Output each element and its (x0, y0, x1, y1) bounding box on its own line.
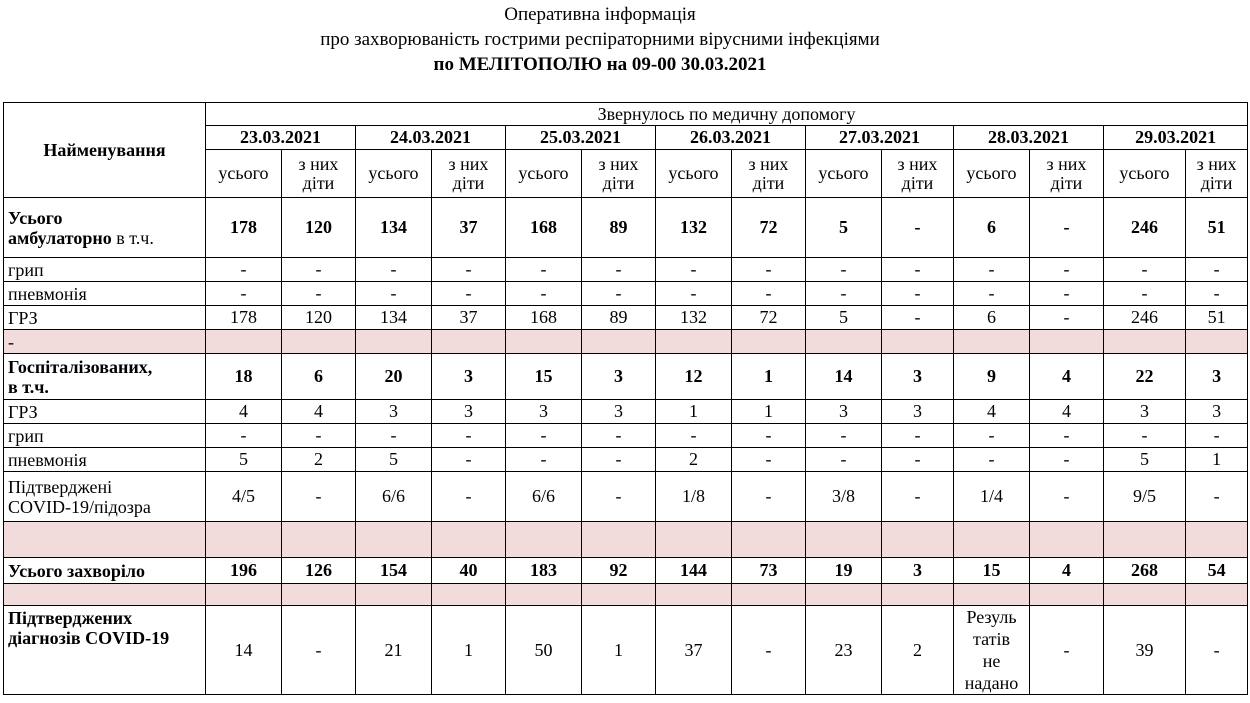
row-hospitalized-pneumonia (4, 448, 1248, 472)
value-total: 6 (954, 198, 1030, 258)
value-children: 3 (882, 558, 954, 584)
separator-cell (882, 522, 954, 558)
value-total: - (806, 424, 882, 448)
value-total: 39 (1104, 606, 1186, 695)
value-total: 178 (206, 306, 282, 330)
value-children: 3 (1186, 400, 1248, 424)
group-header: Звернулось по медичну допомогу (206, 103, 1248, 126)
value-children: 3 (882, 400, 954, 424)
date-header: 26.03.2021 (656, 126, 806, 150)
row-label: пневмонія (4, 448, 206, 472)
report-header (0, 2, 1200, 77)
value-children: - (732, 258, 806, 282)
value-children: - (1030, 282, 1104, 306)
value-total: 15 (954, 558, 1030, 584)
value-children: 4 (1030, 400, 1104, 424)
separator-cell (1186, 522, 1248, 558)
value-children: 1 (732, 400, 806, 424)
value-children: - (882, 448, 954, 472)
value-total: 12 (656, 354, 732, 400)
value-total: 5 (1104, 448, 1186, 472)
separator-cell (806, 584, 882, 606)
value-children: 37 (432, 306, 506, 330)
separator-cell (206, 522, 282, 558)
value-children: 4 (1030, 354, 1104, 400)
report-title-line-3: по МЕЛІТОПОЛЮ на 09-00 30.03.2021 (433, 54, 767, 75)
value-children: - (732, 472, 806, 522)
separator-cell (356, 330, 432, 354)
row-covid-confirmed-suspected (4, 472, 1248, 522)
sub-header-children: з них діти (1186, 150, 1248, 198)
value-total: - (656, 424, 732, 448)
value-total: - (356, 424, 432, 448)
separator-cell (882, 330, 954, 354)
value-children: 40 (432, 558, 506, 584)
value-total: 19 (806, 558, 882, 584)
value-children: - (582, 282, 656, 306)
separator-cell (506, 330, 582, 354)
value-children: 1 (582, 606, 656, 695)
row-separator (4, 522, 1248, 558)
value-total: 3 (1104, 400, 1186, 424)
value-children: 2 (282, 448, 356, 472)
value-total: - (954, 424, 1030, 448)
value-children: - (282, 258, 356, 282)
value-children: - (1030, 258, 1104, 282)
value-children: 6 (282, 354, 356, 400)
sub-header-total: усього (1104, 150, 1186, 198)
value-total: - (506, 258, 582, 282)
row-hospitalized-grz (4, 400, 1248, 424)
date-header: 24.03.2021 (356, 126, 506, 150)
value-total: 144 (656, 558, 732, 584)
value-total: - (506, 424, 582, 448)
row-label: Усього амбулаторно в т.ч. (4, 198, 206, 258)
separator-cell (1104, 584, 1186, 606)
separator-cell (882, 584, 954, 606)
value-children: 120 (282, 306, 356, 330)
report-title-line-2: про захворюваність гострими респіраторними вірусними інфекціями (320, 29, 880, 50)
value-children: 54 (1186, 558, 1248, 584)
value-total: - (356, 282, 432, 306)
separator-cell (356, 584, 432, 606)
value-children: 89 (582, 306, 656, 330)
value-children: - (582, 448, 656, 472)
separator-cell (656, 522, 732, 558)
sub-header-total: усього (506, 150, 582, 198)
value-total: 246 (1104, 198, 1186, 258)
row-label: ГРЗ (4, 400, 206, 424)
value-children: 1 (1186, 448, 1248, 472)
value-total: 132 (656, 198, 732, 258)
value-total: 168 (506, 198, 582, 258)
separator-cell (1104, 522, 1186, 558)
value-children: - (732, 606, 806, 695)
value-children: 3 (432, 400, 506, 424)
separator-cell (356, 522, 432, 558)
value-children: - (1030, 198, 1104, 258)
value-total: 1 (656, 400, 732, 424)
value-children: 1 (732, 354, 806, 400)
value-total: 5 (806, 306, 882, 330)
value-total: 268 (1104, 558, 1186, 584)
value-children: 73 (732, 558, 806, 584)
value-total: 1/8 (656, 472, 732, 522)
sub-header-children: з них діти (282, 150, 356, 198)
date-header: 28.03.2021 (954, 126, 1104, 150)
separator-cell (656, 330, 732, 354)
value-children: 2 (882, 606, 954, 695)
row-label (4, 584, 206, 606)
separator-cell (282, 522, 356, 558)
value-children: - (582, 472, 656, 522)
separator-cell (282, 330, 356, 354)
value-children: - (1030, 424, 1104, 448)
row-ambulatory-pneumonia (4, 282, 1248, 306)
value-total: 178 (206, 198, 282, 258)
value-children: 4 (282, 400, 356, 424)
value-children: - (882, 306, 954, 330)
value-total: 37 (656, 606, 732, 695)
value-total: 14 (806, 354, 882, 400)
value-total: 5 (206, 448, 282, 472)
separator-cell (206, 330, 282, 354)
separator-cell (1186, 330, 1248, 354)
value-total: 168 (506, 306, 582, 330)
separator-cell (1030, 522, 1104, 558)
row-total-sick (4, 558, 1248, 584)
value-total: - (656, 282, 732, 306)
value-children: 51 (1186, 306, 1248, 330)
value-children: - (432, 448, 506, 472)
sub-header-total: усього (356, 150, 432, 198)
separator-cell (1030, 584, 1104, 606)
value-children: - (582, 424, 656, 448)
value-total: 5 (806, 198, 882, 258)
value-total: - (656, 258, 732, 282)
value-children: - (732, 448, 806, 472)
value-children: - (732, 282, 806, 306)
separator-cell (582, 584, 656, 606)
separator-cell (732, 522, 806, 558)
value-children: - (432, 472, 506, 522)
value-total: 5 (356, 448, 432, 472)
value-total: 3 (356, 400, 432, 424)
value-children: 3 (582, 400, 656, 424)
value-total: 21 (356, 606, 432, 695)
value-children: 3 (432, 354, 506, 400)
row-label: пневмонія (4, 282, 206, 306)
row-label: Підтверджені COVID-19/підозра (4, 472, 206, 522)
sub-header-children: з них діти (582, 150, 656, 198)
value-children: - (1186, 472, 1248, 522)
separator-cell (432, 522, 506, 558)
value-children: - (1186, 282, 1248, 306)
value-total: 4 (954, 400, 1030, 424)
row-hospitalized-total (4, 354, 1248, 400)
value-children: - (282, 472, 356, 522)
name-column-header: Найменування (4, 103, 206, 198)
separator-cell (954, 330, 1030, 354)
value-total: - (954, 448, 1030, 472)
value-total: 22 (1104, 354, 1186, 400)
sub-header-total: усього (806, 150, 882, 198)
value-children: 3 (1186, 354, 1248, 400)
value-children: - (432, 258, 506, 282)
value-total: 3/8 (806, 472, 882, 522)
row-label: Госпіталізованих, в т.ч. (4, 354, 206, 400)
value-total: - (206, 282, 282, 306)
date-header: 27.03.2021 (806, 126, 954, 150)
row-label: Усього захворіло (4, 558, 206, 584)
row-hospitalized-flu (4, 424, 1248, 448)
value-children: 92 (582, 558, 656, 584)
separator-cell (806, 522, 882, 558)
row-ambulatory-total (4, 198, 1248, 258)
value-children: 3 (582, 354, 656, 400)
separator-cell (732, 584, 806, 606)
separator-cell (506, 522, 582, 558)
value-children: 51 (1186, 198, 1248, 258)
value-children: - (732, 424, 806, 448)
separator-cell (282, 584, 356, 606)
value-children: - (1030, 448, 1104, 472)
separator-cell (1030, 330, 1104, 354)
value-total: 1/4 (954, 472, 1030, 522)
value-children: 3 (882, 354, 954, 400)
row-label: грип (4, 424, 206, 448)
value-total: - (506, 448, 582, 472)
value-children: - (1030, 606, 1104, 695)
value-total: - (1104, 258, 1186, 282)
value-total: - (506, 282, 582, 306)
separator-cell (954, 584, 1030, 606)
value-total: - (954, 282, 1030, 306)
value-total: 15 (506, 354, 582, 400)
row-ambulatory-flu (4, 258, 1248, 282)
value-total: 2 (656, 448, 732, 472)
value-total: 183 (506, 558, 582, 584)
value-total: - (806, 258, 882, 282)
value-total: 134 (356, 198, 432, 258)
value-total: - (206, 258, 282, 282)
value-children: 120 (282, 198, 356, 258)
value-children: - (882, 258, 954, 282)
value-children: - (882, 472, 954, 522)
value-children: 126 (282, 558, 356, 584)
value-total: 20 (356, 354, 432, 400)
value-total: - (206, 424, 282, 448)
sub-header-children: з них діти (432, 150, 506, 198)
row-ambulatory-grz (4, 306, 1248, 330)
value-children: - (1030, 472, 1104, 522)
row-separator (4, 330, 1248, 354)
separator-cell (656, 584, 732, 606)
value-total: - (356, 258, 432, 282)
value-children: - (432, 424, 506, 448)
separator-cell (506, 584, 582, 606)
value-total: 9 (954, 354, 1030, 400)
value-total: 3 (806, 400, 882, 424)
value-children: 1 (432, 606, 506, 695)
value-children: 89 (582, 198, 656, 258)
row-label: грип (4, 258, 206, 282)
value-children: 4 (1030, 558, 1104, 584)
row-covid-confirmed-diagnoses (4, 606, 1248, 695)
value-children: 72 (732, 198, 806, 258)
value-children: - (282, 282, 356, 306)
value-total: 4 (206, 400, 282, 424)
value-children: - (582, 258, 656, 282)
value-children: - (1186, 424, 1248, 448)
row-label: Підтверджених діагнозів COVID-19 (4, 606, 206, 695)
sub-header-children: з них діти (732, 150, 806, 198)
value-children: - (282, 424, 356, 448)
date-header: 23.03.2021 (206, 126, 356, 150)
separator-cell (582, 330, 656, 354)
value-total: - (1104, 424, 1186, 448)
value-children: 37 (432, 198, 506, 258)
sub-header-total: усього (656, 150, 732, 198)
morbidity-table (3, 102, 1248, 695)
separator-cell (806, 330, 882, 354)
value-total: - (806, 448, 882, 472)
value-total: 6/6 (356, 472, 432, 522)
value-total: 23 (806, 606, 882, 695)
date-header: 25.03.2021 (506, 126, 656, 150)
value-total: 50 (506, 606, 582, 695)
value-children: - (882, 198, 954, 258)
value-total: 18 (206, 354, 282, 400)
value-total: 154 (356, 558, 432, 584)
value-total: 196 (206, 558, 282, 584)
separator-cell (582, 522, 656, 558)
report-title-line-1: Оперативна інформація (504, 4, 696, 25)
sub-header-total: усього (954, 150, 1030, 198)
value-children: - (882, 282, 954, 306)
value-total: 132 (656, 306, 732, 330)
separator-cell (1186, 584, 1248, 606)
row-separator (4, 584, 1248, 606)
sub-header-children: з них діти (1030, 150, 1104, 198)
separator-cell (1104, 330, 1186, 354)
row-label (4, 522, 206, 558)
value-children: - (432, 282, 506, 306)
value-total: - (806, 282, 882, 306)
row-label: - (4, 330, 206, 354)
value-total: 14 (206, 606, 282, 695)
value-total: 4/5 (206, 472, 282, 522)
value-children: 72 (732, 306, 806, 330)
value-total: 246 (1104, 306, 1186, 330)
separator-cell (732, 330, 806, 354)
row-label: ГРЗ (4, 306, 206, 330)
separator-cell (206, 584, 282, 606)
value-total: 6 (954, 306, 1030, 330)
value-children: - (1186, 606, 1248, 695)
value-total: 9/5 (1104, 472, 1186, 522)
separator-cell (432, 330, 506, 354)
separator-cell (432, 584, 506, 606)
sub-header-children: з них діти (882, 150, 954, 198)
value-total: 6/6 (506, 472, 582, 522)
value-children: - (1030, 306, 1104, 330)
value-children: - (882, 424, 954, 448)
sub-header-total: усього (206, 150, 282, 198)
value-total: 3 (506, 400, 582, 424)
date-header: 29.03.2021 (1104, 126, 1248, 150)
no-result-cell: Резуль татів не надано (954, 606, 1030, 695)
value-total: 134 (356, 306, 432, 330)
value-total: - (954, 258, 1030, 282)
value-total: - (1104, 282, 1186, 306)
value-children: - (1186, 258, 1248, 282)
separator-cell (954, 522, 1030, 558)
value-children: - (282, 606, 356, 695)
